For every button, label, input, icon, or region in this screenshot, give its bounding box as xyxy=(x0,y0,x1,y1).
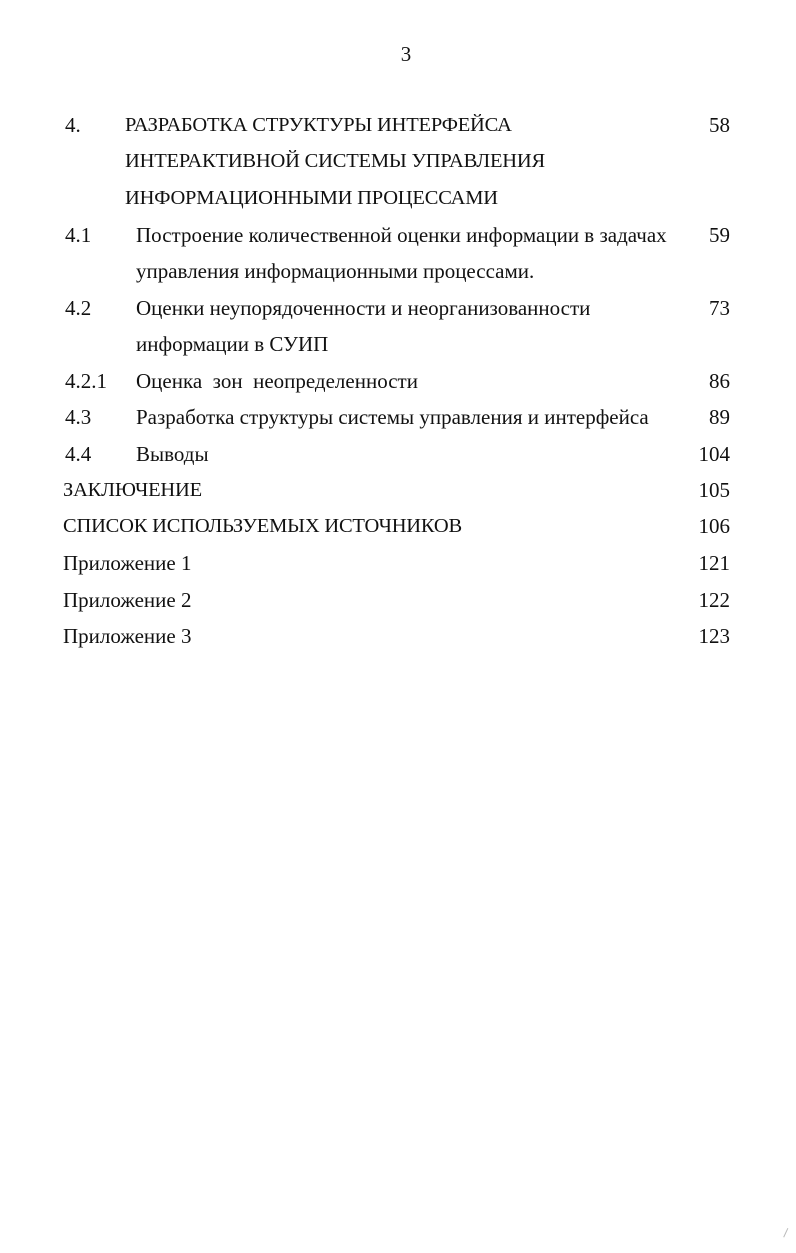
toc-entry-appendix-1-page: 121 xyxy=(698,551,730,575)
toc-entry-references-page: 106 xyxy=(698,514,730,538)
toc-entry-4-title-line-2: ИНТЕРАКТИВНОЙ СИСТЕМЫ УПРАВЛЕНИЯ xyxy=(125,150,545,172)
toc-entry-4-page: 58 xyxy=(709,113,730,137)
toc-entry-conclusion-title: ЗАКЛЮЧЕНИЕ xyxy=(63,479,202,501)
toc-entry-4-2-1-page: 86 xyxy=(709,369,730,393)
toc-entry-4-4-title: Выводы xyxy=(136,442,209,466)
toc-entry-4-1-number: 4.1 xyxy=(65,223,92,247)
toc-entry-4-1-title-line-2: управления информационными процессами. xyxy=(136,259,535,283)
toc-entry-appendix-1-title: Приложение 1 xyxy=(63,551,192,575)
toc-entry-4-3-page: 89 xyxy=(709,405,730,429)
toc-entry-4-title-line-3: ИНФОРМАЦИОННЫМИ ПРОЦЕССАМИ xyxy=(125,187,498,209)
toc-entry-references-title: СПИСОК ИСПОЛЬЗУЕМЫХ ИСТОЧНИКОВ xyxy=(63,515,462,537)
toc-entry-appendix-3-title: Приложение 3 xyxy=(63,624,192,648)
toc-entry-appendix-3-page: 123 xyxy=(698,624,730,648)
toc-entry-4-4-page: 104 xyxy=(698,442,730,466)
toc-entry-4-2-1-title: Оценка зон неопределенности xyxy=(136,369,418,393)
toc-entry-4-3-number: 4.3 xyxy=(65,405,92,429)
toc-entry-4-2-1-number: 4.2.1 xyxy=(65,369,107,393)
toc-entry-appendix-2-page: 122 xyxy=(698,588,730,612)
toc-entry-appendix-2-title: Приложение 2 xyxy=(63,588,192,612)
toc-entry-conclusion-page: 105 xyxy=(698,478,730,502)
toc-entry-4-2-title-line-2: информации в СУИП xyxy=(136,332,329,356)
toc-entry-4-1-title-line-1: Построение количественной оценки информации в задачах xyxy=(136,223,667,247)
toc-entry-4-3-title: Разработка структуры системы управления и интерфейса xyxy=(136,405,649,429)
toc-entry-4-2-page: 73 xyxy=(709,296,730,320)
toc-entry-4-4-number: 4.4 xyxy=(65,442,92,466)
toc-entry-4-number: 4. xyxy=(65,113,81,137)
toc-entry-4-title-line-1: РАЗРАБОТКА СТРУКТУРЫ ИНТЕРФЕЙСА xyxy=(125,114,512,136)
toc-entry-4-2-number: 4.2 xyxy=(65,296,92,320)
toc-entry-4-2-title-line-1: Оценки неупорядоченности и неорганизованности xyxy=(136,296,591,320)
toc-entry-4-1-page: 59 xyxy=(709,223,730,247)
page-number: 3 xyxy=(400,42,412,66)
